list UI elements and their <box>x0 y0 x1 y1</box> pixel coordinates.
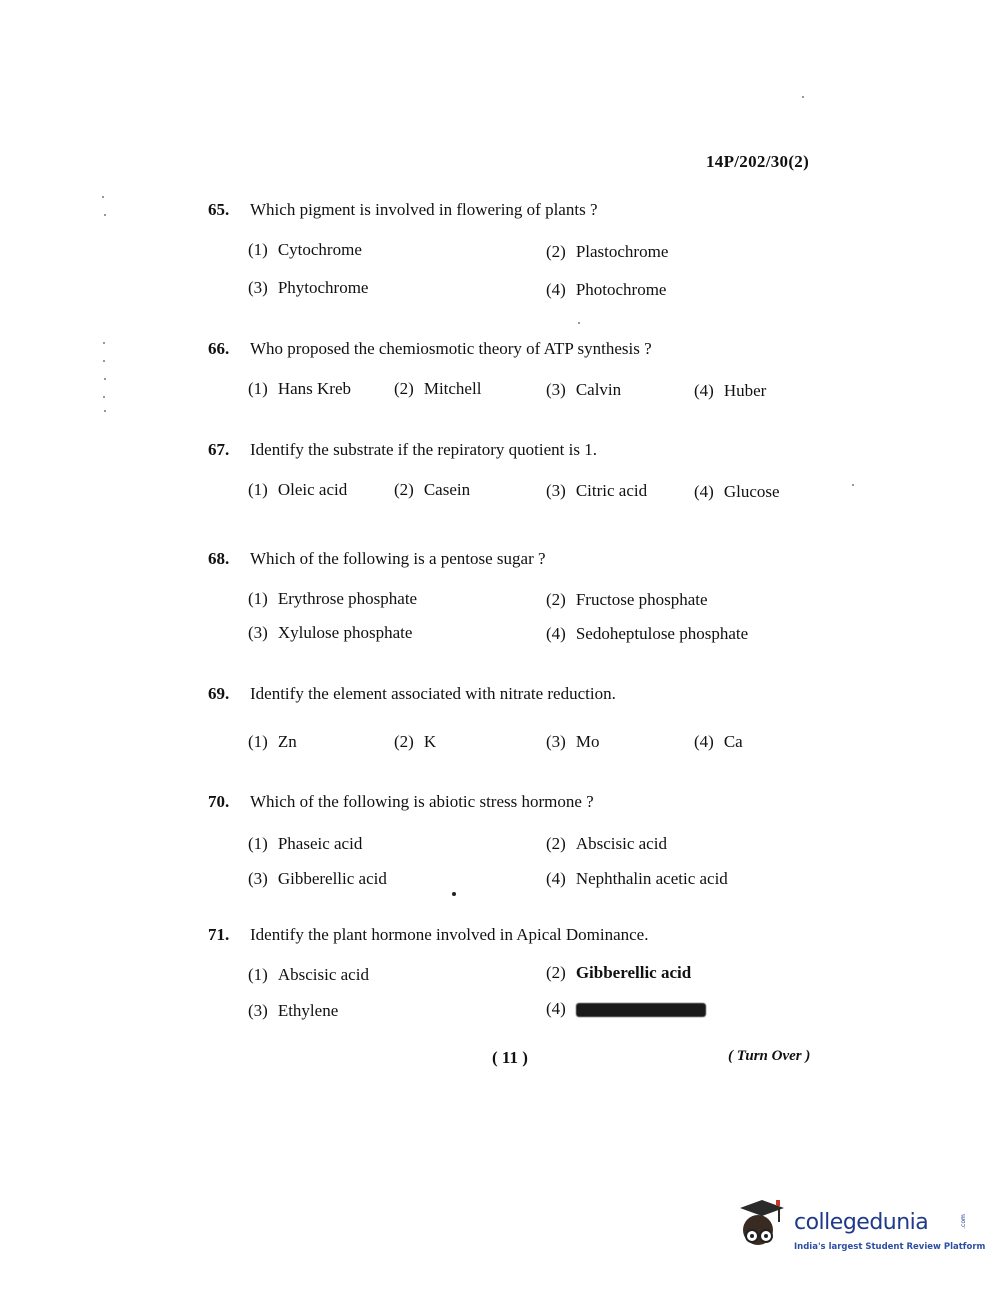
option-4: (4) Sedoheptulose phosphate <box>546 624 749 643</box>
option-2: (2) Gibberellic acid <box>546 963 692 982</box>
scan-speck <box>103 396 105 398</box>
collegedunia-logo <box>734 1196 986 1266</box>
turn-over-note: ( Turn Over ) <box>728 1048 811 1064</box>
option-2: (2) Abscisic acid <box>546 834 667 853</box>
option-3: (3) Mo <box>546 732 600 751</box>
page-number: ( 11 ) <box>492 1048 528 1067</box>
question-number: 70. <box>208 792 230 811</box>
question-stem: Which pigment is involved in flowering of plants ? <box>250 200 598 219</box>
question-number: 67. <box>208 440 230 459</box>
question-stem: Identify the plant hormone involved in Apical Dominance. <box>250 925 649 944</box>
brand-tagline: India's largest Student Review Platform <box>794 1242 986 1252</box>
option-2: (2) Plastochrome <box>546 242 669 261</box>
scan-speck <box>104 378 106 380</box>
question-69 <box>208 684 848 751</box>
scan-speck <box>104 410 106 412</box>
scan-speck <box>802 96 804 98</box>
scan-speck <box>104 214 106 216</box>
option-3: (3) Ethylene <box>248 1001 339 1020</box>
option-2: (2) Fructose phosphate <box>546 590 708 609</box>
option-1: (1) Zn <box>248 732 297 751</box>
question-70 <box>208 792 848 888</box>
option-1: (1) Erythrose phosphate <box>248 589 418 608</box>
option-1: (1) Hans Kreb <box>248 379 351 398</box>
question-number: 66. <box>208 339 230 358</box>
scan-speck <box>578 322 580 324</box>
scan-speck <box>852 484 854 486</box>
option-3: (3) Phytochrome <box>248 278 369 297</box>
question-67 <box>208 440 848 501</box>
question-65 <box>208 200 848 299</box>
option-4: (4) Ca <box>694 732 743 751</box>
scan-speck <box>102 196 104 198</box>
option-4: (4) Glucose <box>694 482 780 501</box>
brand-name: collegedunia <box>794 1210 929 1235</box>
question-number: 68. <box>208 549 230 568</box>
option-3: (3) Gibberellic acid <box>248 869 387 888</box>
mascot-icon <box>734 1196 792 1254</box>
option-1: (1) Phaseic acid <box>248 834 363 853</box>
option-4: (4) <box>546 999 706 1019</box>
option-1: (1) Abscisic acid <box>248 965 369 984</box>
question-stem: Identify the substrate if the repiratory quotient is 1. <box>250 440 597 459</box>
option-3: (3) Xylulose phosphate <box>248 623 413 642</box>
option-2: (2) Mitchell <box>394 379 482 398</box>
question-stem: Which of the following is abiotic stress hormone ? <box>250 792 594 811</box>
option-4: (4) Photochrome <box>546 280 667 299</box>
question-number: 65. <box>208 200 230 219</box>
option-1: (1) Cytochrome <box>248 240 362 259</box>
question-number: 71. <box>208 925 230 944</box>
option-4: (4) Huber <box>694 381 767 400</box>
question-71 <box>208 925 848 1020</box>
brand-com: .com <box>959 1214 967 1229</box>
ink-smudge <box>576 1003 706 1017</box>
scan-speck <box>452 892 456 896</box>
option-2: (2) Casein <box>394 480 471 499</box>
scan-speck <box>103 360 105 362</box>
scan-speck <box>103 342 105 344</box>
option-3: (3) Calvin <box>546 380 622 399</box>
option-2: (2) K <box>394 732 437 751</box>
paper-code: 14P/202/30(2) <box>706 152 810 171</box>
question-stem: Which of the following is a pentose sugar ? <box>250 549 546 568</box>
question-stem: Who proposed the chemiosmotic theory of ATP synthesis ? <box>250 339 652 358</box>
option-3: (3) Citric acid <box>546 481 648 500</box>
question-66 <box>208 339 848 400</box>
option-1: (1) Oleic acid <box>248 480 348 499</box>
option-4: (4) Nephthalin acetic acid <box>546 869 728 888</box>
question-stem: Identify the element associated with nitrate reduction. <box>250 684 616 703</box>
question-68 <box>208 549 848 643</box>
question-number: 69. <box>208 684 230 703</box>
